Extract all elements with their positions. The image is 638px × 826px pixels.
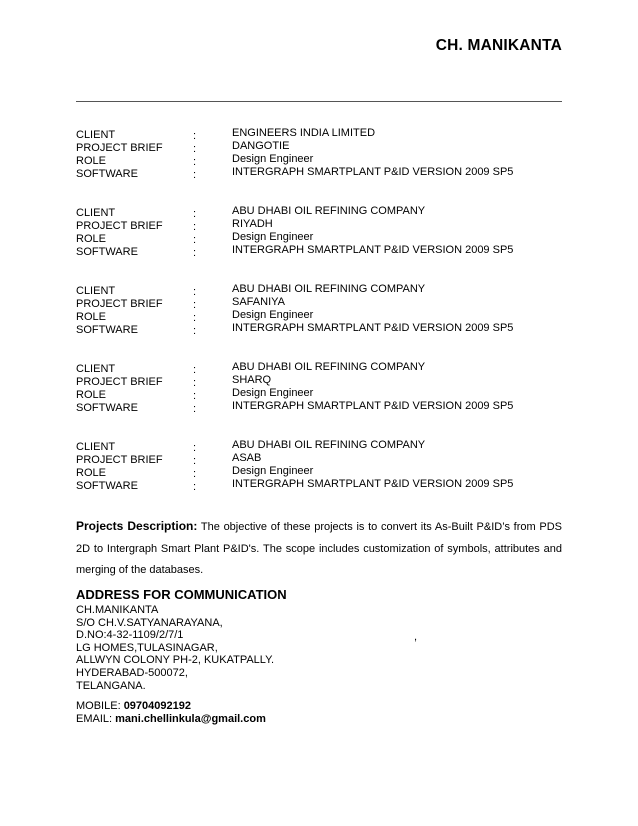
software-value: INTERGRAPH SMARTPLANT P&ID VERSION 2009 SP5 — [232, 322, 514, 334]
project-brief-value: ASAB — [232, 452, 262, 464]
software-value: INTERGRAPH SMARTPLANT P&ID VERSION 2009 SP5 — [232, 244, 514, 256]
role-value: Design Engineer — [232, 387, 314, 399]
project-brief-label: PROJECT BRIEF — [76, 220, 163, 232]
separator: : — [193, 247, 197, 259]
separator: : — [193, 299, 197, 311]
client-value: ABU DHABI OIL REFINING COMPANY — [232, 205, 426, 217]
project-block — [76, 439, 562, 491]
separator: : — [193, 234, 197, 246]
separator: : — [193, 377, 197, 389]
client-label: CLIENT — [76, 441, 116, 453]
role-row — [76, 153, 562, 166]
role-value: Design Engineer — [232, 465, 314, 477]
mobile-line — [76, 700, 266, 713]
separator: : — [193, 130, 197, 142]
separator: : — [193, 169, 197, 181]
stray-comma: , — [414, 631, 418, 643]
separator: : — [193, 221, 197, 233]
separator: : — [193, 208, 197, 220]
project-brief-row — [76, 374, 562, 387]
contact-block — [76, 700, 266, 726]
role-label: ROLE — [76, 467, 106, 479]
software-label: SOFTWARE — [76, 168, 138, 180]
project-brief-row — [76, 452, 562, 465]
software-label: SOFTWARE — [76, 480, 138, 492]
client-value: ENGINEERS INDIA LIMITED — [232, 127, 376, 139]
project-brief-row — [76, 140, 562, 153]
client-label: CLIENT — [76, 207, 116, 219]
client-row — [76, 205, 562, 218]
software-label: SOFTWARE — [76, 402, 138, 414]
project-brief-row — [76, 218, 562, 231]
client-value: ABU DHABI OIL REFINING COMPANY — [232, 439, 426, 451]
role-label: ROLE — [76, 311, 106, 323]
software-label: SOFTWARE — [76, 324, 138, 336]
role-label: ROLE — [76, 389, 106, 401]
project-brief-label: PROJECT BRIEF — [76, 376, 163, 388]
client-value: ABU DHABI OIL REFINING COMPANY — [232, 283, 426, 295]
software-row — [76, 244, 562, 257]
project-brief-label: PROJECT BRIEF — [76, 142, 163, 154]
software-row — [76, 478, 562, 491]
role-label: ROLE — [76, 155, 106, 167]
role-value: Design Engineer — [232, 231, 314, 243]
role-value: Design Engineer — [232, 309, 314, 321]
address-block — [76, 604, 274, 692]
email-label: EMAIL: — [76, 713, 113, 725]
project-block — [76, 361, 562, 413]
separator: : — [193, 442, 197, 454]
role-label: ROLE — [76, 233, 106, 245]
candidate-name: CH. MANIKANTA — [435, 37, 562, 54]
separator: : — [193, 390, 197, 402]
separator: : — [193, 403, 197, 415]
project-block — [76, 205, 562, 257]
client-value: ABU DHABI OIL REFINING COMPANY — [232, 361, 426, 373]
mobile-number: 09704092192 — [123, 700, 191, 712]
software-value: INTERGRAPH SMARTPLANT P&ID VERSION 2009 SP5 — [232, 478, 514, 490]
client-row — [76, 439, 562, 452]
description-text: The objective of these projects is to convert its As-Built P&ID’s from PDS 2D to Intergraph Smart Plant P&ID's. The scope includes customization of symbols, attributes and merging of the databases. — [76, 521, 562, 576]
client-row — [76, 361, 562, 374]
description-heading: Projects Description: — [76, 519, 198, 533]
client-row — [76, 127, 562, 140]
client-label: CLIENT — [76, 363, 116, 375]
email-line — [76, 713, 266, 726]
role-row — [76, 231, 562, 244]
header-divider — [76, 101, 562, 102]
address-line: LG HOMES,TULASINAGAR, — [76, 641, 218, 654]
address-line: HYDERABAD-500072, — [76, 666, 188, 679]
project-block — [76, 283, 562, 335]
separator: : — [193, 481, 197, 493]
software-label: SOFTWARE — [76, 246, 138, 258]
email-address: mani.chellinkula@gmail.com — [115, 713, 266, 725]
software-value: INTERGRAPH SMARTPLANT P&ID VERSION 2009 SP5 — [232, 400, 514, 412]
address-heading: ADDRESS FOR COMMUNICATION — [76, 587, 287, 602]
client-row — [76, 283, 562, 296]
client-label: CLIENT — [76, 285, 116, 297]
role-row — [76, 465, 562, 478]
address-line: S/O CH.V.SATYANARAYANA, — [76, 616, 223, 629]
address-line: ALLWYN COLONY PH-2, KUKATPALLY. — [76, 654, 275, 667]
separator: : — [193, 468, 197, 480]
project-brief-value: DANGOTIE — [232, 140, 290, 152]
role-row — [76, 387, 562, 400]
address-line: D.NO:4-32-1109/2/7/1 — [76, 629, 184, 642]
projects-description — [76, 516, 562, 582]
address-line: TELANGANA. — [76, 679, 146, 692]
project-brief-label: PROJECT BRIEF — [76, 454, 163, 466]
address-line: CH.MANIKANTA — [76, 604, 159, 616]
separator: : — [193, 143, 197, 155]
project-block — [76, 127, 562, 179]
separator: : — [193, 156, 197, 168]
project-brief-label: PROJECT BRIEF — [76, 298, 163, 310]
separator: : — [193, 286, 197, 298]
project-brief-row — [76, 296, 562, 309]
software-row — [76, 322, 562, 335]
software-value: INTERGRAPH SMARTPLANT P&ID VERSION 2009 SP5 — [232, 166, 514, 178]
separator: : — [193, 455, 197, 467]
separator: : — [193, 364, 197, 376]
project-brief-value: SHARQ — [232, 374, 272, 386]
separator: : — [193, 312, 197, 324]
role-row — [76, 309, 562, 322]
project-brief-value: RIYADH — [232, 218, 273, 230]
mobile-label: MOBILE: — [76, 700, 121, 712]
separator: : — [193, 325, 197, 337]
client-label: CLIENT — [76, 129, 116, 141]
software-row — [76, 166, 562, 179]
role-value: Design Engineer — [232, 153, 314, 165]
software-row — [76, 400, 562, 413]
project-brief-value: SAFANIYA — [232, 296, 285, 308]
